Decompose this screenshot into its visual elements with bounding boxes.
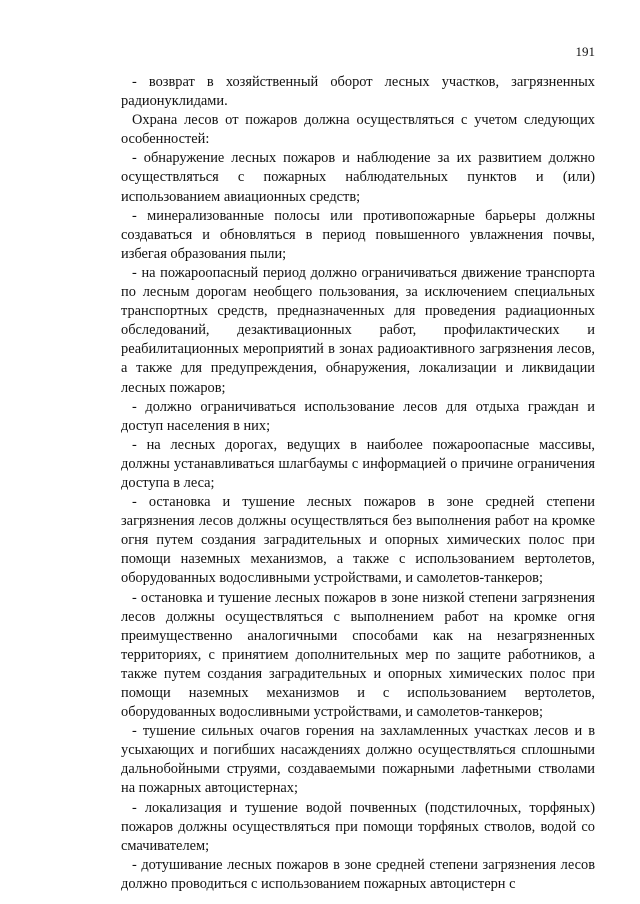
paragraph: - на пожароопасный период должно ограничиваться движение транспорта по лесным дорогам необщего пользования, за исключением специальных транспортных средств, предназначенных для проведения радиационных обследований, дезактивационных работ, профилактических и реабилитационных мероприятий в зонах радиоактивного загрязнения лесов, а также для предупреждения, обнаружения, локализации и ликвидации лесных пожаров; — [121, 264, 595, 396]
paragraph: Охрана лесов от пожаров должна осуществляться с учетом следующих особенностей: — [121, 112, 595, 148]
paragraph: - локализация и тушение водой почвенных (подстилочных, торфяных) пожаров должны осуществляться при помощи торфяных стволов, водой со смачивателем; — [121, 799, 595, 854]
body-text — [121, 73, 595, 894]
paragraph: - минерализованные полосы или противопожарные барьеры должны создаваться и обновляться в период повышенного увлажнения почвы, избегая образования пыли; — [121, 207, 595, 262]
paragraph: - остановка и тушение лесных пожаров в зоне средней степени загрязнения лесов должны осуществляться без выполнения работ на кромке огня путем создания заградительных и опорных химических полос при помощи наземных механизмов, а также с использованием вертолетов, оборудованных водосливными устройствами, и самолетов-танкеров; — [121, 494, 595, 587]
paragraph: - обнаружение лесных пожаров и наблюдение за их развитием должно осуществляться с пожарных наблюдательных пунктов и (или) использованием авиационных средств; — [121, 150, 595, 205]
page-number: 191 — [575, 44, 595, 59]
paragraph: - дотушивание лесных пожаров в зоне средней степени загрязнения лесов должно проводиться с использованием пожарных автоцистерн с — [121, 856, 595, 892]
paragraph: - тушение сильных очагов горения на захламленных участках лесов и в усыхающих и погибших насаждениях должно осуществляться сплошными дальнобойными струями, создаваемыми пожарными лафетными стволами на пожарных автоцистернах; — [121, 723, 595, 797]
paragraph: - на лесных дорогах, ведущих в наиболее пожароопасные массивы, должны устанавливаться шлагбаумы с информацией о причине ограничения доступа в леса; — [121, 436, 595, 491]
paragraph: - остановка и тушение лесных пожаров в зоне низкой степени загрязнения лесов должны осуществляться с выполнением работ на кромке огня преимущественно аналогичными способами как на незагрязненных территориях, с принятием дополнительных мер по защите работников, а также путем создания заградительных и опорных химических полос при помощи наземных механизмов и с использованием вертолетов, оборудованных водосливными устройствами, и самолетов-танкеров; — [121, 589, 595, 721]
paragraph: - возврат в хозяйственный оборот лесных участков, загрязненных радионуклидами. — [121, 74, 595, 110]
paragraph: - должно ограничиваться использование лесов для отдыха граждан и доступ населения в них; — [121, 398, 595, 434]
